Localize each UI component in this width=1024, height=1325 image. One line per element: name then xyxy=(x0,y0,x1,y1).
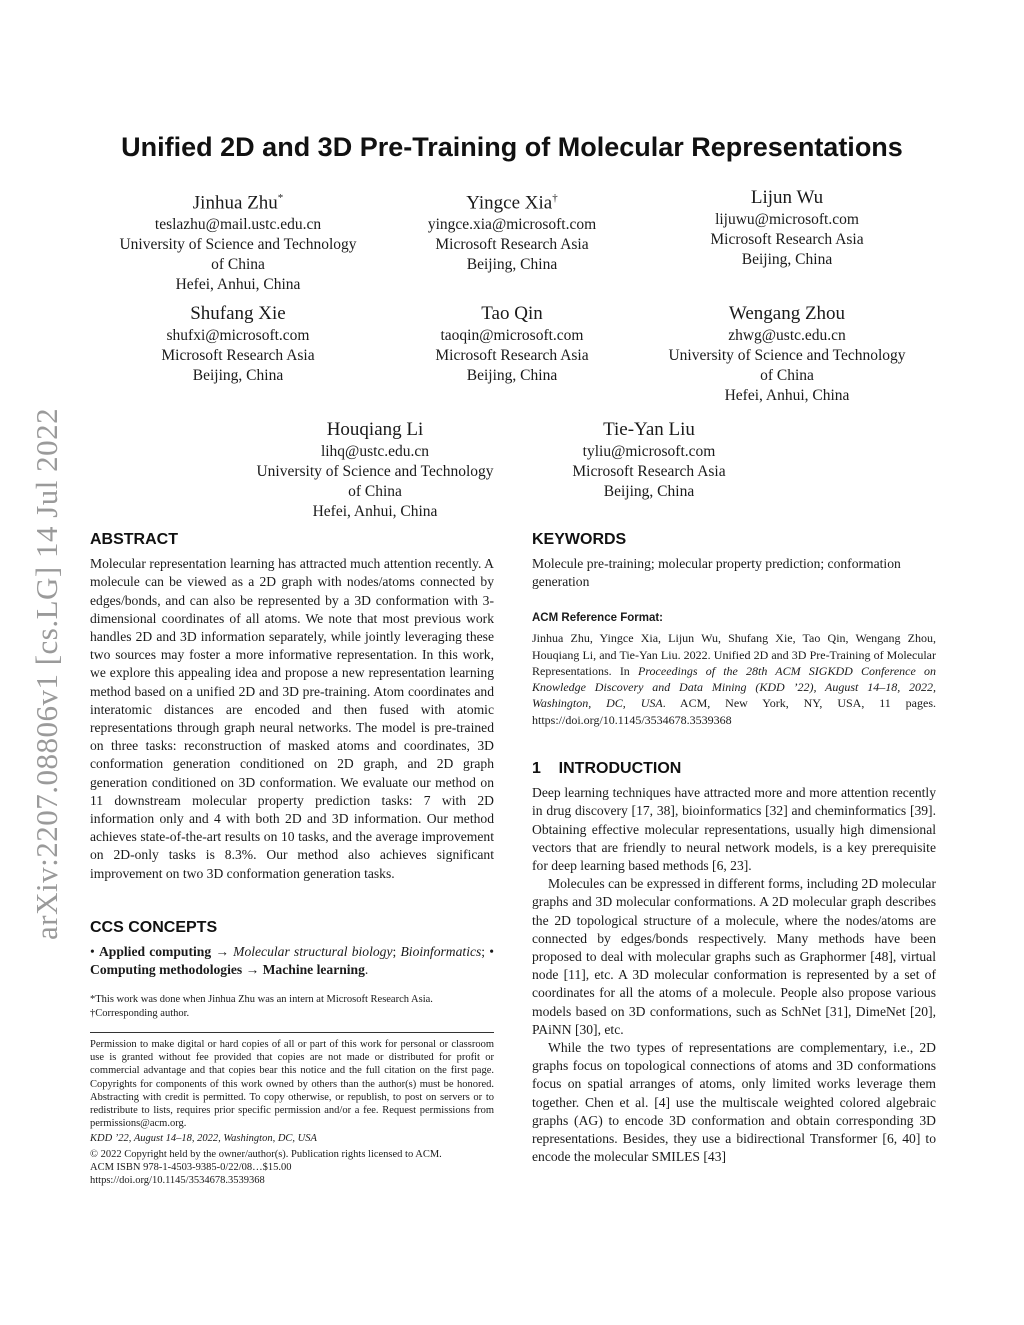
footnote: *This work was done when Jinhua Zhu was an intern at Microsoft Research Asia. xyxy=(90,994,433,1005)
permission-block xyxy=(90,1032,494,1187)
keywords-text: Molecule pre-training; molecular property prediction; conformation generation xyxy=(532,556,901,590)
author-location: Beijing, China xyxy=(466,367,558,384)
author-name: Yingce Xia† xyxy=(466,192,558,214)
keywords-section xyxy=(532,531,936,592)
author-affiliation: Microsoft Research Asia xyxy=(710,231,864,248)
author-email: zhwg@ustc.edu.cn xyxy=(728,327,846,344)
author-name: Houqiang Li xyxy=(326,419,424,440)
author-name: Shufang Xie xyxy=(190,303,286,324)
author-email: lijuwu@microsoft.com xyxy=(715,211,859,228)
section-heading: CCS CONCEPTS xyxy=(90,919,218,936)
author-name: Lijun Wu xyxy=(750,187,824,208)
paper-title: Unified 2D and 3D Pre-Training of Molecular Representations xyxy=(121,132,903,162)
copyright-line: © 2022 Copyright held by the owner/author(s). Publication rights licensed to ACM. xyxy=(90,1148,442,1160)
author-affiliation: Microsoft Research Asia xyxy=(161,347,315,364)
section-heading: ABSTRACT xyxy=(90,531,178,548)
author-name: Jinhua Zhu* xyxy=(192,192,284,214)
author-block xyxy=(225,418,525,522)
author-location: Hefei, Anhui, China xyxy=(724,387,850,404)
author-location: Hefei, Anhui, China xyxy=(175,276,301,294)
intro-paragraph: While the two types of representations are complementary, i.e., 2D graphs focus on topological connections of atoms and 3D conformations focus on spatial arranges of atoms, only limited works leverage them together. Chen et al. [4] use the multiscale weighted colored algebraic graphs (AG) to encode 3D conformation and obtain corresponding 3D representations. Besides, they use a bidirectional Transformer [6, 40] to encode the molecular SMILES [43] xyxy=(532,1040,936,1165)
abstract-text: Molecular representation learning has attracted much attention recently. A molecule can be viewed as a 2D graph with nodes/atoms connected by edges/bonds, and can also be represented by a 3D conformation with 3-dimensional coordinates of all atoms. We note that most previous work handles 2D and 3D information separately, while jointly leveraging these two sources may foster a more informative representation. In this work, we explore this appealing idea and propose a new representation learning method based on a unified 2D and 3D pre-training. Atom coordinates and interatomic distances are encoded and then fused with atomic representations through graph neural networks. The model is pre-trained on three tasks: reconstruction of masked atoms and coordinates, 3D conformation generation conditioned on 2D graph, and 2D graph generation conditioned on 3D conformation. We evaluate our method on 11 downstream molecular property prediction tasks: 7 with 2D information only and 4 with both 2D and 3D information. Our method achieves state-of-the-art results on 10 tasks, and the average improvement on 2D-only tasks is 8.3%. Our method also achieves significant improvement on two 3D conformation generation tasks. xyxy=(90,556,494,881)
footnote: †Corresponding author. xyxy=(90,1008,190,1019)
author-name: Wengang Zhou xyxy=(728,303,846,324)
author-affiliation: Microsoft Research Asia xyxy=(435,236,589,254)
footnotes xyxy=(90,993,494,1021)
acm-reference-section xyxy=(532,609,936,728)
author-affiliation: of China xyxy=(760,367,814,384)
author-email: taoqin@microsoft.com xyxy=(440,327,584,344)
author-block xyxy=(637,186,937,270)
acm-reference-text: Jinhua Zhu, Yingce Xia, Lijun Wu, Shufang Xie, Tao Qin, Wengang Zhou, Houqiang Li, and Tie-Yan Liu. 2022. Unified 2D and 3D Pre-Training of Molecular Representations. In Proceedings of the 28th ACM SIGKDD Conference on Knowledge Discovery and Data Mining (KDD ’22), August 14–18, 2022, Washington, DC, USA. ACM, New York, NY, USA, 11 pages. https://doi.org/10.1145/3534678.3539368 xyxy=(532,631,936,727)
author-email: tyliu@microsoft.com xyxy=(582,443,716,460)
ccs-text: • Applied computing → Molecular structural biology; Bioinformatics; • Computing methodologies → Machine learning. xyxy=(90,944,495,978)
doi-link[interactable]: https://doi.org/10.1145/3534678.3539368 xyxy=(90,1175,265,1187)
permission-text: Permission to make digital or hard copies of all or part of this work for personal or classroom use is granted without fee provided that copies are not made or distributed for profit or commercial advantage and that copies bear this notice and the full citation on the first page. Copyrights for components of this work owned by others than the author(s) must be honored. Abstracting with credit is permitted. To copy otherwise, or republish, to post on servers or to redistribute to lists, requires prior specific permission and/or a fee. Request permissions from permissions@acm.org. xyxy=(90,1039,494,1130)
author-affiliation: University of Science and Technology xyxy=(668,347,906,364)
author-location: Beijing, China xyxy=(603,483,695,500)
author-email: lihq@ustc.edu.cn xyxy=(320,443,430,460)
author-block xyxy=(362,302,662,386)
author-name: Tie-Yan Liu xyxy=(603,419,695,440)
author-block xyxy=(637,302,937,406)
author-affiliation: Microsoft Research Asia xyxy=(572,463,726,480)
acm-reference-heading: ACM Reference Format: xyxy=(532,612,663,624)
section-heading: KEYWORDS xyxy=(532,531,627,548)
intro-paragraph: Molecules can be expressed in different forms, including 2D molecular graphs and 3D molecular conformations. A 2D molecular graph describes the 2D topological structure of a molecule, where the nodes/atoms are connected by edges/bonds respectively. Many methods have been proposed to deal with molecular graphs such as Graphormer [48], virtual node [11], etc. A 3D molecular conformation is represented by a set of coordinates for all the atoms of a molecule. People also propose various models based on 3D conformations, such as SchNet [31], DimeNet [20], PAiNN [30], etc. xyxy=(532,876,936,1037)
author-email: yingce.xia@microsoft.com xyxy=(427,216,597,234)
author-name: Tao Qin xyxy=(481,303,543,324)
introduction-section xyxy=(532,760,936,1166)
author-block xyxy=(88,186,388,295)
ccs-section xyxy=(90,919,494,980)
author-affiliation: of China xyxy=(211,256,265,274)
author-location: Hefei, Anhui, China xyxy=(312,503,438,520)
section-heading: 1 INTRODUCTION xyxy=(532,760,682,777)
divider xyxy=(90,1032,494,1033)
author-location: Beijing, China xyxy=(466,256,558,274)
author-location: Beijing, China xyxy=(192,367,284,384)
abstract-section xyxy=(90,531,494,883)
author-email: shufxi@microsoft.com xyxy=(166,327,310,344)
author-affiliation: Microsoft Research Asia xyxy=(435,347,589,364)
author-block xyxy=(88,302,388,386)
author-email: teslazhu@mail.ustc.edu.cn xyxy=(154,216,322,234)
author-block xyxy=(362,186,662,275)
author-affiliation: of China xyxy=(348,483,402,500)
author-block xyxy=(499,418,799,502)
intro-paragraph: Deep learning techniques have attracted more and more attention recently in drug discovery [17, 38], bioinformatics [32] and cheminformatics [39]. Obtaining effective molecular representations, usually high dimensional vectors that are friendly to neural network models, is a key prerequisite for deep learning based methods [6, 23]. xyxy=(532,785,936,874)
arxiv-identifier: arXiv:2207.08806v1 [cs.LG] 14 Jul 2022 xyxy=(29,407,64,940)
author-affiliation: University of Science and Technology xyxy=(256,463,494,480)
author-affiliation: University of Science and Technology xyxy=(119,236,357,254)
author-location: Beijing, China xyxy=(741,251,833,268)
conference-line: KDD ’22, August 14–18, 2022, Washington, DC, USA xyxy=(90,1133,317,1145)
isbn-line: ACM ISBN 978-1-4503-9385-0/22/08…$15.00 xyxy=(90,1161,292,1173)
